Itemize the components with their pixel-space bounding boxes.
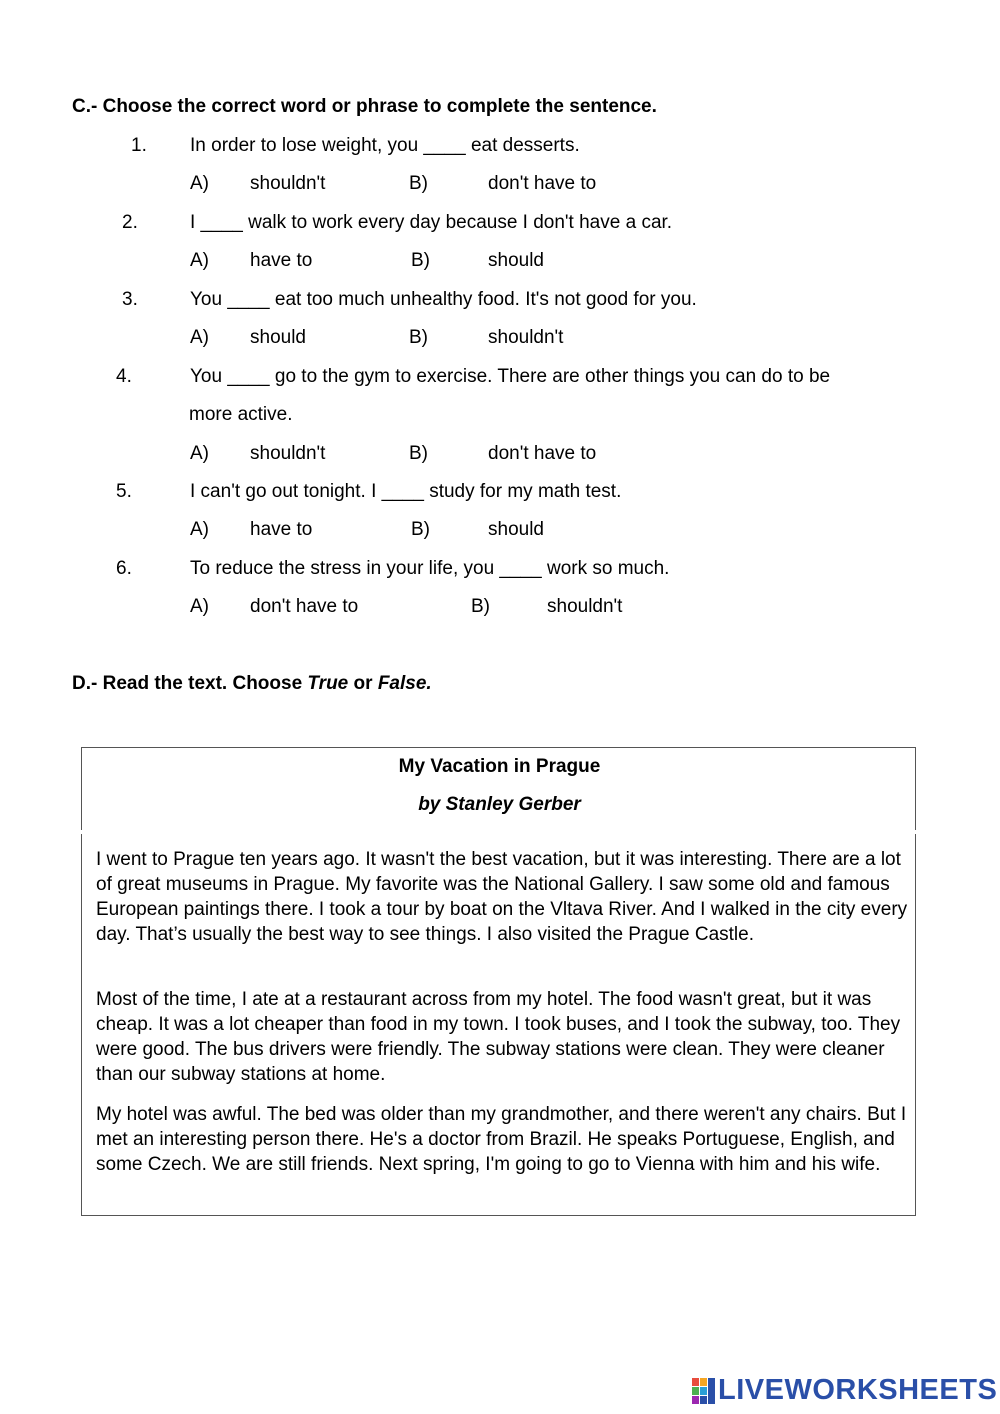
question-6-text: To reduce the stress in your life, you ____ work so much.	[190, 558, 670, 579]
question-5-text: I can't go out tonight. I ____ study for my math test.	[190, 481, 622, 502]
question-4-option-a-label: A)	[190, 443, 209, 464]
liveworksheets-logo-icon	[692, 1376, 716, 1404]
story-box	[81, 747, 916, 1216]
question-6-number: 6.	[116, 558, 132, 579]
question-5-option-b-label: B)	[411, 519, 430, 540]
question-4-number: 4.	[116, 366, 132, 387]
question-4-option-b[interactable]: don't have to	[488, 443, 597, 464]
question-2-text: I ____ walk to work every day because I don't have a car.	[190, 212, 673, 233]
section-d-heading-true: True	[307, 673, 349, 694]
section-d-heading-prefix: D.- Read the text. Choose	[72, 673, 308, 694]
question-5-number: 5.	[116, 481, 132, 502]
story-title: My Vacation in Prague	[398, 756, 601, 777]
question-2-option-a[interactable]: have to	[250, 250, 313, 271]
section-d-heading	[72, 673, 432, 695]
box-border-gap-right	[915, 830, 916, 834]
liveworksheets-logo	[692, 1374, 997, 1406]
question-6-option-b[interactable]: shouldn't	[547, 596, 623, 617]
question-3-option-a-label: A)	[190, 327, 209, 348]
question-3-option-b-label: B)	[409, 327, 428, 348]
section-c-heading: C.- Choose the correct word or phrase to complete the sentence.	[72, 96, 657, 117]
question-2-option-b-label: B)	[411, 250, 430, 271]
question-4-option-b-label: B)	[409, 443, 428, 464]
question-1-option-b-label: B)	[409, 173, 428, 194]
question-2-option-a-label: A)	[190, 250, 209, 271]
question-4-text: You ____ go to the gym to exercise. There are other things you can do to be	[190, 366, 831, 387]
question-3-option-b[interactable]: shouldn't	[488, 327, 564, 348]
question-2-number: 2.	[122, 212, 138, 233]
question-6-option-a[interactable]: don't have to	[250, 596, 359, 617]
question-1-option-a[interactable]: shouldn't	[250, 173, 326, 194]
question-3-number: 3.	[122, 289, 138, 310]
story-paragraph-2: Most of the time, I ate at a restaurant across from my hotel. The food wasn't great, but it was cheap. It was a lot cheaper than food in my town. I took buses, and I took the subway, too. They were good. The bus drivers were friendly. The subway stations were clean. They were cleaner than our subway stations at home.	[96, 989, 901, 1085]
story-paragraph-1: I went to Prague ten years ago. It wasn't the best vacation, but it was interesting. There are a lot of great museums in Prague. My favorite was the National Gallery. I saw some old and famous European paintings there. I took a tour by boat on the Vltava River. And I walked in the city every day. That’s usually the best way to see things. I also visited the Prague Castle.	[96, 849, 908, 945]
question-5-option-b[interactable]: should	[488, 519, 544, 540]
question-1-option-a-label: A)	[190, 173, 209, 194]
question-1-option-b[interactable]: don't have to	[488, 173, 597, 194]
story-paragraph-3: My hotel was awful. The bed was older than my grandmother, and there weren't any chairs. But I met an interesting person there. He's a doctor from Brazil. He speaks Portuguese, English, and some Czech. We are still friends. Next spring, I'm going to go to Vienna with him and his wife.	[96, 1104, 907, 1175]
question-1-text: In order to lose weight, you ____ eat desserts.	[190, 135, 580, 156]
question-4-option-a[interactable]: shouldn't	[250, 443, 326, 464]
section-d-heading-or: or	[348, 673, 378, 694]
question-5-option-a[interactable]: have to	[250, 519, 313, 540]
box-border-gap-left	[81, 830, 82, 834]
question-2-option-b[interactable]: should	[488, 250, 544, 271]
section-d-heading-false: False.	[377, 673, 432, 694]
question-4-text-line-2: more active.	[189, 404, 293, 425]
liveworksheets-logo-text: LIVEWORKSHEETS	[718, 1373, 998, 1406]
question-6-option-a-label: A)	[190, 596, 209, 617]
question-5-option-a-label: A)	[190, 519, 209, 540]
question-6-option-b-label: B)	[471, 596, 490, 617]
question-1-number: 1.	[131, 135, 147, 156]
story-author: by Stanley Gerber	[418, 794, 581, 815]
question-3-text: You ____ eat too much unhealthy food. It's not good for you.	[190, 289, 697, 310]
question-3-option-a[interactable]: should	[250, 327, 306, 348]
